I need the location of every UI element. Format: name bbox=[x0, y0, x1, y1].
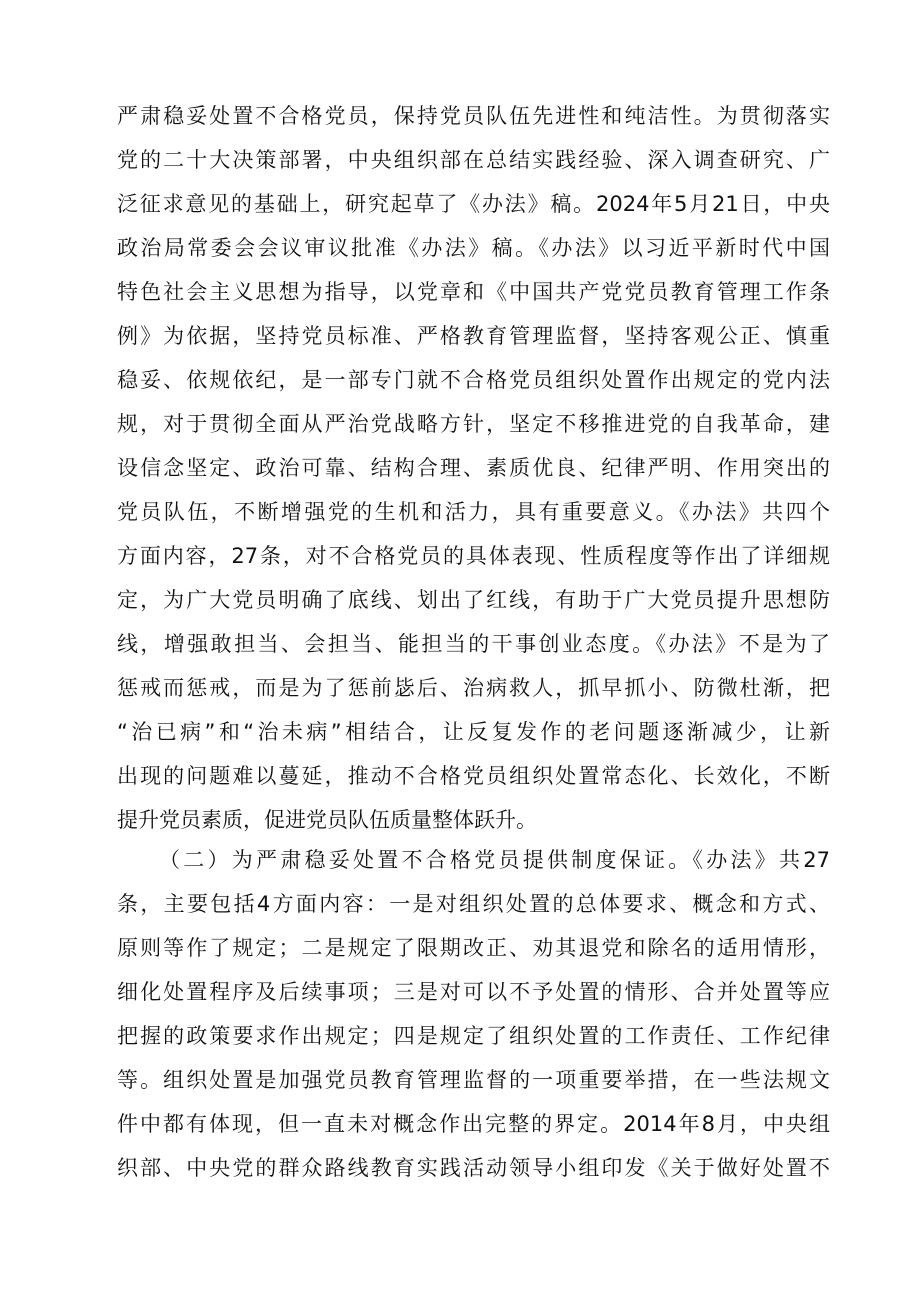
text-line: 特色社会主义思想为指导，以党章和《中国共产党党员教育管理工作条 bbox=[117, 280, 830, 304]
text-line: 织部、中央党的群众路线教育实践活动领导小组印发《关于做好处置不 bbox=[117, 1156, 830, 1180]
text-line: 稳妥、依规依纪，是一部专门就不合格党员组织处置作出规定的党内法 bbox=[117, 368, 830, 392]
text-line: 定，为广大党员明确了底线、划出了红线，有助于广大党员提升思想防 bbox=[117, 588, 830, 612]
text-line: 方面内容，27条，对不合格党员的具体表现、性质程度等作出了详细规 bbox=[117, 544, 830, 568]
text-line: 设信念坚定、政治可靠、结构合理、素质优良、纪律严明、作用突出的 bbox=[117, 456, 830, 480]
text-line: 例》为依据，坚持党员标准、严格教育管理监督，坚持客观公正、慎重 bbox=[117, 324, 830, 348]
section-heading-line: （二）为严肃稳妥处置不合格党员提供制度保证。《办法》共27 bbox=[159, 848, 830, 872]
text-line: 原则等作了规定；二是规定了限期改正、劝其退党和除名的适用情形， bbox=[117, 936, 830, 960]
text-line: 线，增强敢担当、会担当、能担当的干事创业态度。《办法》不是为了 bbox=[117, 632, 830, 656]
text-line: 泛征求意见的基础上，研究起草了《办法》稿。2024年5月21日，中央 bbox=[117, 192, 830, 216]
paragraph-2 bbox=[117, 838, 830, 1190]
text-line: 党员队伍，不断增强党的生机和活力，具有重要意义。《办法》共四个 bbox=[117, 500, 830, 524]
text-line: 提升党员素质，促进党员队伍质量整体跃升。 bbox=[117, 808, 537, 832]
text-line: 惩戒而惩戒，而是为了惩前毖后、治病救人，抓早抓小、防微杜渐，把 bbox=[117, 676, 830, 700]
paragraph-1 bbox=[117, 94, 830, 842]
text-line: 党的二十大决策部署，中央组织部在总结实践经验、深入调查研究、广 bbox=[117, 148, 830, 172]
text-line: 细化处置程序及后续事项；三是对可以不予处置的情形、合并处置等应 bbox=[117, 980, 830, 1004]
text-line: 出现的问题难以蔓延，推动不合格党员组织处置常态化、长效化，不断 bbox=[117, 764, 830, 788]
text-line: 规，对于贯彻全面从严治党战略方针，坚定不移推进党的自我革命，建 bbox=[117, 412, 830, 436]
text-line: 政治局常委会会议审议批准《办法》稿。《办法》以习近平新时代中国 bbox=[117, 236, 830, 260]
text-line: 条，主要包括4方面内容：一是对组织处置的总体要求、概念和方式、 bbox=[117, 892, 830, 916]
text-line: 严肃稳妥处置不合格党员，保持党员队伍先进性和纯洁性。为贯彻落实 bbox=[117, 104, 830, 128]
text-line: 把握的政策要求作出规定；四是规定了组织处置的工作责任、工作纪律 bbox=[117, 1024, 830, 1048]
text-line: “治已病”和“治未病”相结合，让反复发作的老问题逐渐减少，让新 bbox=[117, 720, 830, 744]
text-line: 件中都有体现，但一直未对概念作出完整的界定。2014年8月，中央组 bbox=[117, 1112, 830, 1136]
text-line: 等。组织处置是加强党员教育管理监督的一项重要举措，在一些法规文 bbox=[117, 1068, 830, 1092]
